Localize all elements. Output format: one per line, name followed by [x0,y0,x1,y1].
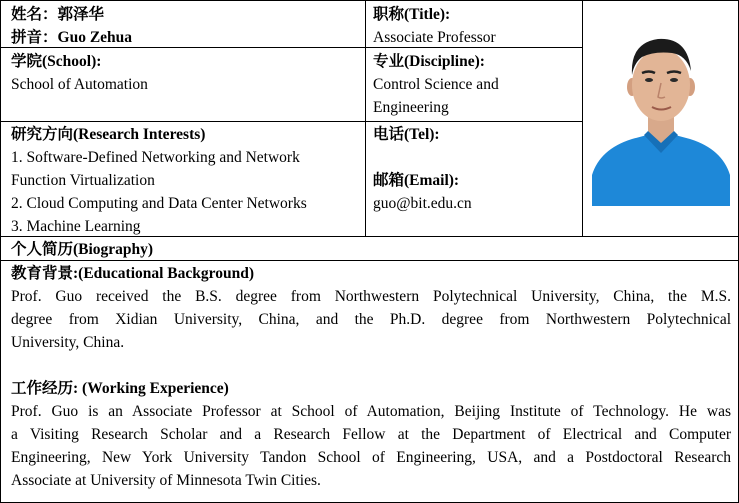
work-line: Associate at University of Minnesota Twin Cities. [11,472,321,489]
discipline-value-line1: Control Science and [373,76,499,93]
research-item: 1. Software-Defined Networking and Network [11,149,300,166]
work-line: Prof. Guo is an Associate Professor at School of Automation, Beijing Institute of Technology. He was [11,403,731,420]
research-item: Function Virtualization [11,172,155,189]
discipline-label: 专业(Discipline): [373,53,485,70]
tel-label: 电话(Tel): [373,126,440,143]
pinyin-value: Guo Zehua [57,29,133,46]
biography-heading: 个人简历(Biography) [11,241,154,258]
pinyin-row [11,26,132,49]
name-row [11,3,104,26]
education-line: degree from Xidian University, China, and the Ph.D. degree from Northwestern Polytechnical [11,311,731,328]
discipline-value-line2: Engineering [373,99,449,116]
work-line: Engineering, New York University Tandon School of Engineering, USA, and a Postdoctoral Research [11,449,731,466]
research-label: 研究方向(Research Interests) [11,126,206,143]
research-item: 3. Machine Learning [11,218,141,235]
pinyin-label: 拼音： [11,29,58,46]
education-heading: 教育背景:(Educational Background) [11,265,255,282]
name-value: 郭泽华 [57,6,105,23]
email-label: 邮箱(Email): [373,172,460,189]
education-line: Prof. Guo received the B.S. degree from Northwestern Polytechnical University, China, the M.S. [11,288,731,305]
school-label: 学院(School): [11,53,102,70]
title-label: 职称(Title): [373,6,451,23]
research-item: 2. Cloud Computing and Data Center Networks [11,195,307,212]
profile-photo [592,25,730,206]
education-line: University, China. [11,334,125,351]
title-value: Associate Professor [373,29,496,46]
email-value: guo@bit.edu.cn [373,195,472,212]
work-line: a Visiting Research Scholar and a Research Fellow at the Department of Electrical and Computer [11,426,731,443]
work-heading: 工作经历: (Working Experience) [11,380,229,397]
school-value: School of Automation [11,76,148,93]
portrait-icon [592,25,730,206]
name-label: 姓名： [11,6,58,23]
